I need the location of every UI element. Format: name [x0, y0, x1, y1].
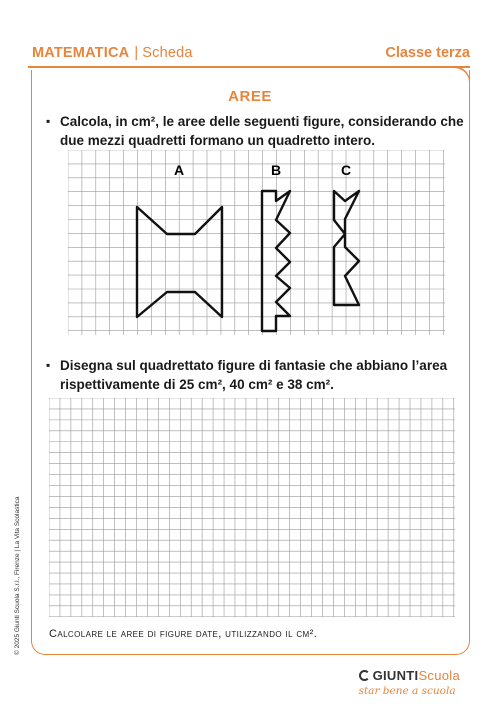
header-divider	[28, 66, 470, 68]
worksheet-type: Scheda	[142, 45, 193, 61]
figure-a-label: A	[173, 162, 185, 178]
page-title: AREE	[228, 88, 272, 105]
bullet-icon: ▪	[46, 358, 51, 372]
publisher-logo	[359, 668, 460, 697]
subject-label: MATEMATICA	[32, 45, 130, 61]
instruction-1-text: Calcola, in cm², le aree delle seguenti figure, considerando che due mezzi quadretti formano un quadretto intero.	[60, 114, 464, 148]
figures-grid	[68, 150, 445, 335]
grid-lines	[68, 150, 445, 335]
bullet-icon: ▪	[46, 114, 51, 128]
header-separator: |	[134, 45, 139, 61]
logo-name: GIUNTI	[372, 668, 419, 683]
logo-tagline: star bene a scuola	[358, 685, 456, 697]
logo-wordmark	[359, 668, 460, 683]
footer-note: Calcolare le aree di figure date, utilizzando il cm².	[49, 628, 318, 640]
figure-b-label: B	[270, 162, 282, 178]
copyright-text: © 2025 Giunti Scuola S.r.l., Firenze | La Vita Scolastica	[14, 496, 21, 655]
logo-name-accent: Scuola	[418, 668, 460, 683]
giunti-g-icon	[359, 670, 370, 681]
instruction-1	[48, 112, 468, 150]
frame-corner	[452, 66, 470, 84]
figure-a	[137, 207, 222, 317]
grid-lines	[49, 398, 455, 617]
figure-c	[334, 191, 359, 305]
instruction-2-text: Disegna sul quadrettato figure di fantasie che abbiano l’area rispettivamente di 25 cm², 40 cm² e 38 cm².	[60, 358, 448, 392]
figure-c-label: C	[340, 162, 352, 178]
drawing-grid[interactable]	[49, 398, 455, 617]
class-label: Classe terza	[385, 45, 470, 61]
instruction-2	[48, 356, 468, 394]
header-subject	[32, 45, 193, 61]
